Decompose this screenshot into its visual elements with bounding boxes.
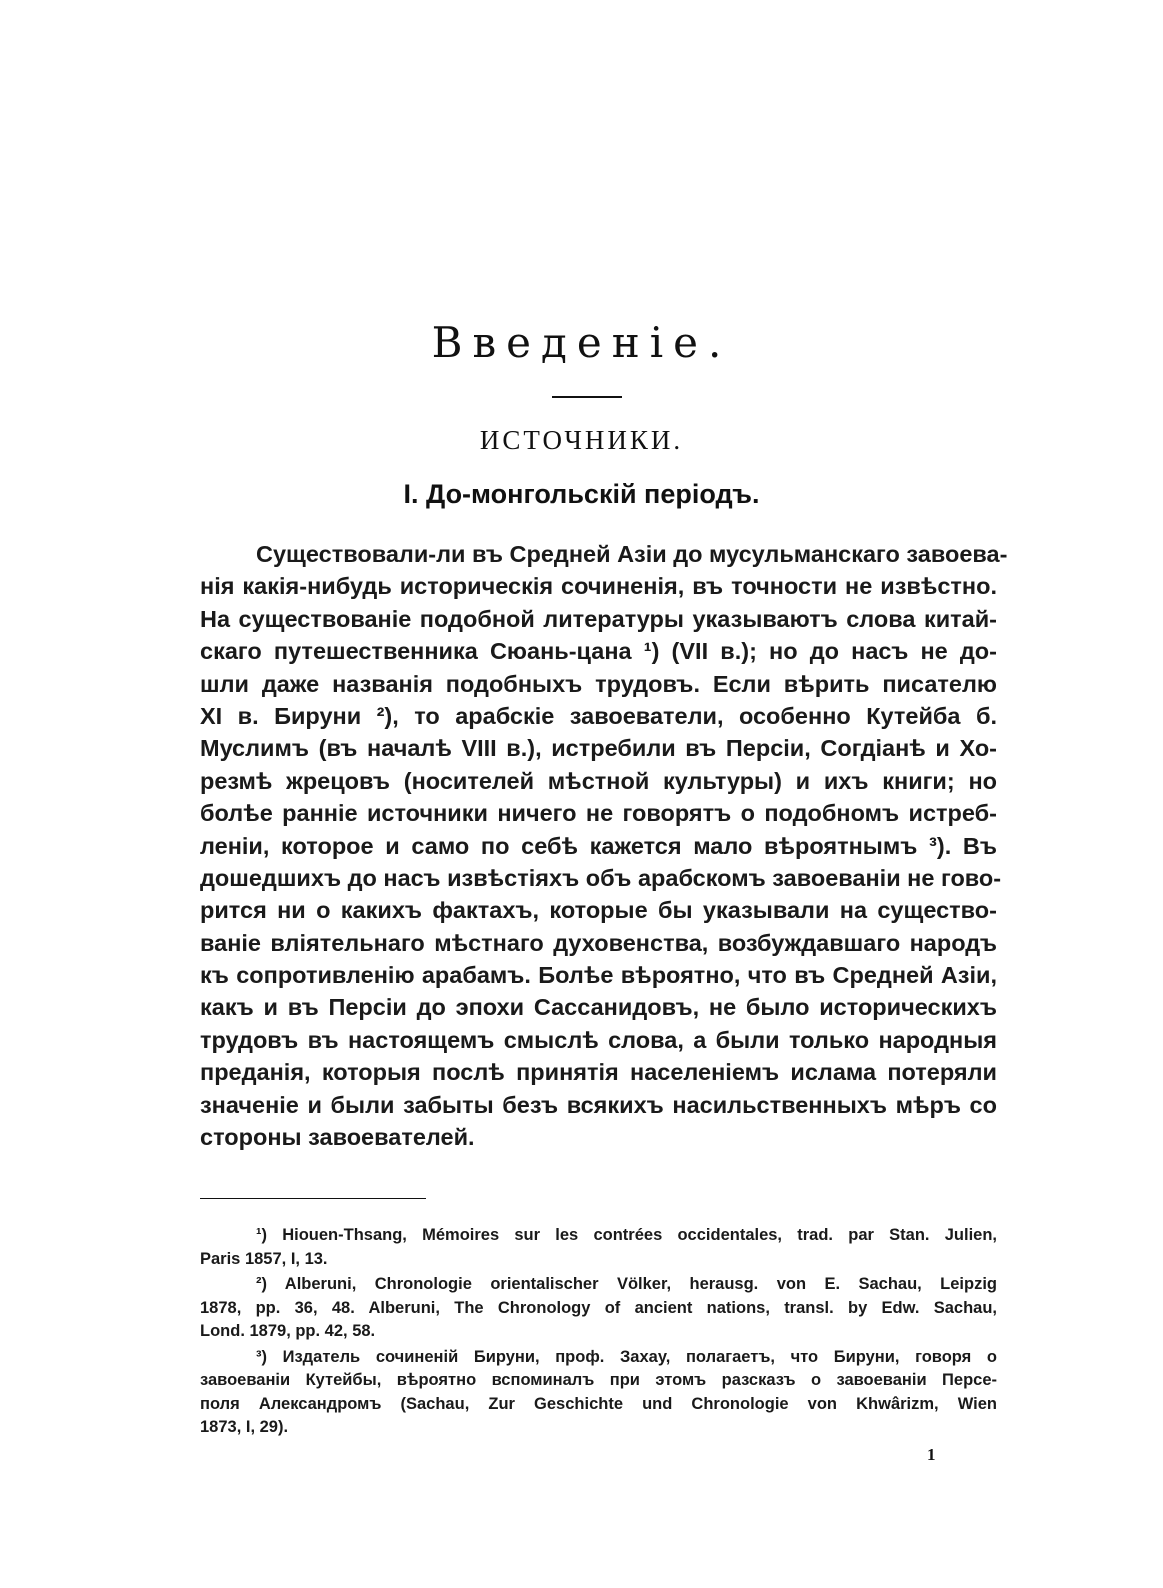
body-line: преданія, которыя послѣ принятія населеніемъ ислама потеряли <box>200 1059 997 1086</box>
body-line: рится ни о какихъ фактахъ, которые бы указывали на существо- <box>200 897 997 924</box>
footnote-line: Paris 1857, I, 13. <box>200 1249 328 1268</box>
footnotes <box>200 1224 997 1440</box>
body-line: резмѣ жрецовъ (носителей мѣстной культуры) и ихъ книги; но <box>200 767 997 794</box>
footnote-line: Lond. 1879, pp. 42, 58. <box>200 1322 376 1340</box>
subsection-heading: I. До-монгольскій періодъ. <box>403 479 760 509</box>
footnote-line: 1878, pp. 36, 48. Alberuni, The Chronology of ancient nations, transl. by Edw. Sachau, <box>200 1298 997 1317</box>
footnote-line: поля Александромъ (Sachau, Zur Geschichte und Chronologie von Khwârizm, Wien <box>200 1394 997 1413</box>
body-line: значеніе и были забыты безъ всякихъ насильственныхъ мѣръ со <box>200 1091 997 1118</box>
body-line: болѣе ранніе источники ничего не говорятъ о подобномъ истреб- <box>200 800 997 827</box>
footnote-line: ³) Издатель сочиненій Бируни, проф. Захау, полагаетъ, что Бируни, говоря о <box>256 1347 997 1366</box>
body-line: скаго путешественника Сюань-цана ¹) (VII в.); но до насъ не до- <box>200 638 997 665</box>
footnote-line: 1873, I, 29). <box>200 1418 289 1436</box>
footnote-line: ¹) Hiouen-Thsang, Mémoires sur les contrées occidentales, trad. par Stan. Julien, <box>256 1226 997 1244</box>
body-line: дошедшихъ до насъ извѣстіяхъ объ арабскомъ завоеваніи не гово- <box>200 864 1002 891</box>
footnote <box>200 1346 997 1440</box>
body-line: шли даже названія подобныхъ трудовъ. Если вѣрить писателю <box>200 670 997 697</box>
body-paragraph <box>200 538 1008 1153</box>
body-line: стороны завоевателей. <box>200 1124 475 1151</box>
footnote <box>200 1273 997 1344</box>
footnote-divider <box>200 1198 426 1199</box>
body-line: леніи, которое и само по себѣ кажется мало вѣроятнымъ ³). Въ <box>200 832 997 859</box>
footnote <box>200 1224 997 1271</box>
body-line: трудовъ въ настоящемъ смыслѣ слова, а были только народныя <box>200 1026 997 1053</box>
body-line: На существованіе подобной литературы указываютъ слова китай- <box>200 605 997 632</box>
body-line: XI в. Бируни ²), то арабскіе завоеватели, особенно Кутейба б. <box>200 702 997 729</box>
body-line: ваніе вліятельнаго мѣстнаго духовенства, возбуждавшаго народъ <box>200 929 997 956</box>
chapter-title: Введеніе. <box>431 318 732 367</box>
body-line: нія какія-нибудь историческія сочиненія, въ точности не извѣстно. <box>200 573 997 600</box>
footnote-line: завоеваніи Кутейбы, вѣроятно вспоминалъ при этомъ разсказъ о завоеваніи Персе- <box>200 1371 997 1389</box>
page-number: 1 <box>927 1445 936 1464</box>
body-line: къ сопротивленію арабамъ. Болѣе вѣроятно, что въ Средней Азіи, <box>200 962 997 989</box>
section-heading: ИСТОЧНИКИ. <box>479 425 684 455</box>
title-divider <box>552 396 622 398</box>
body-line: Существовали-ли въ Средней Азіи до мусульманскаго завоева- <box>256 541 1008 567</box>
body-line: какъ и въ Персіи до эпохи Сассанидовъ, не было историческихъ <box>200 994 997 1021</box>
body-line: Муслимъ (въ началѣ VIII в.), истребили въ Персіи, Согдіанѣ и Хо- <box>200 735 997 762</box>
footnote-line: ²) Alberuni, Chronologie orientalischer Völker, herausg. von E. Sachau, Leipzig <box>256 1275 997 1293</box>
